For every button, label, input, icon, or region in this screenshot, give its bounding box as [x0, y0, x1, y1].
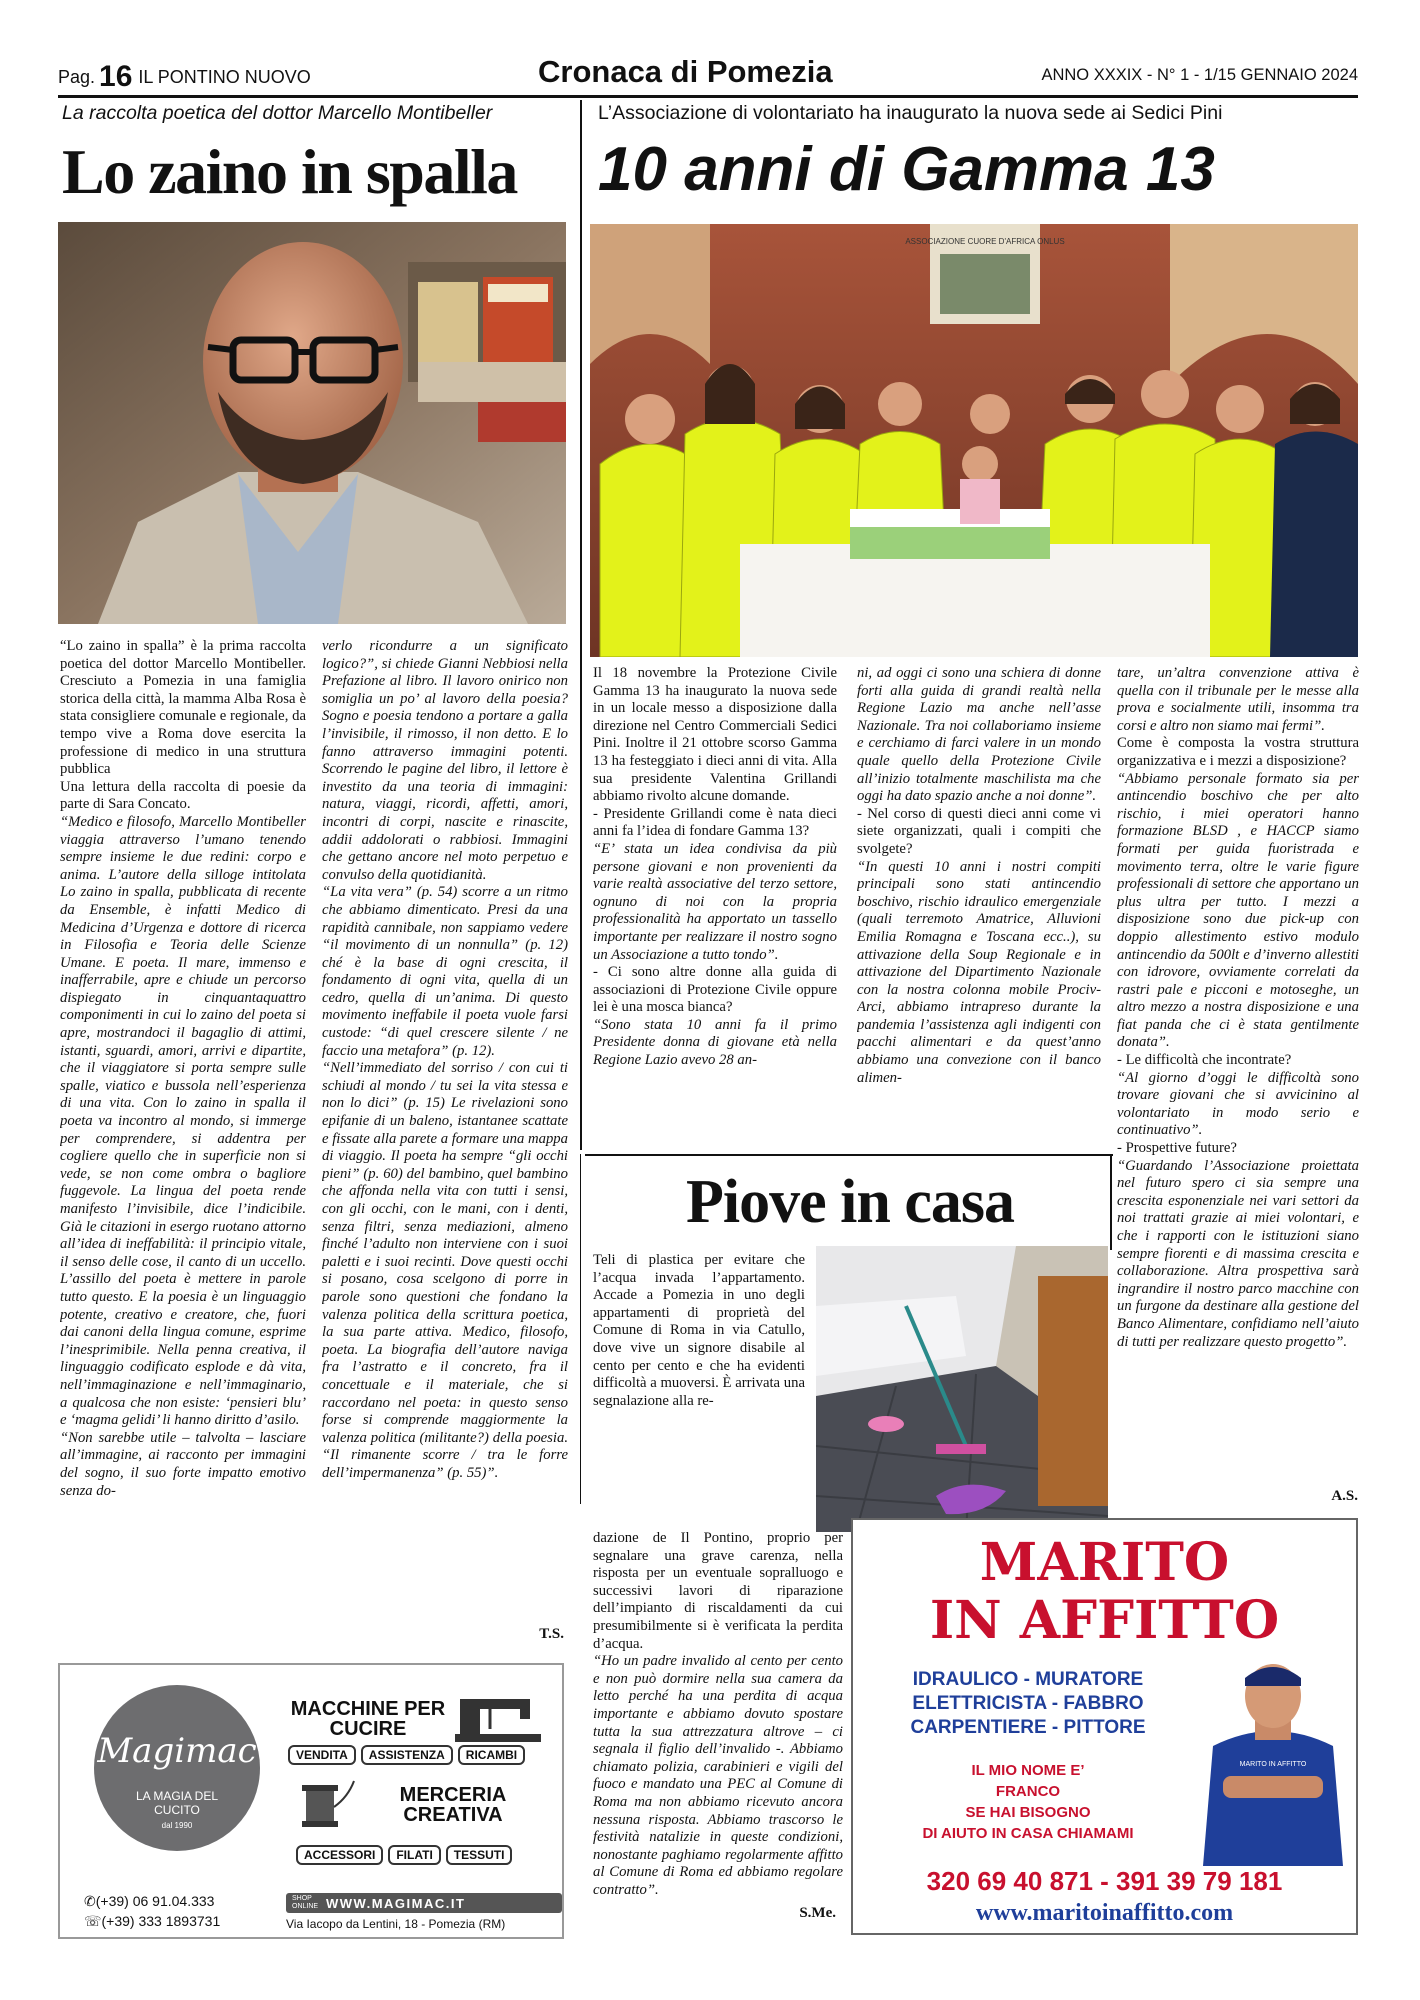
question: - Presidente Grillandi come è nata dieci anni fa l’idea di fondare Gamma 13? — [593, 805, 837, 840]
message-line: DI AIUTO IN CASA CHIAMAMI — [922, 1825, 1134, 1842]
paragraph: Teli di plastica per evitare che l’acqua invada l’appartamento. Accade a Pomezia in uno degli appartamenti di proprietà del Comune di Roma in via Catullo, dove vive un signore disabile al cento per cento e che ha evidenti difficoltà a muoversi. È arrivata una segnalazione alla re- — [593, 1252, 805, 1409]
piove-col-top — [593, 1252, 805, 1526]
magimac-website[interactable]: WWW.MAGIMAC.IT — [326, 1895, 466, 1911]
answer: ni, ad oggi ci sono una schiera di donne forti alla guida di grandi realtà nella Regione Lazio ma anche nell’asse Nazionale. Tra noi collaboriamo insieme e cerchiamo di farci valere in un mondo quale quello della Protezione Civile all’inizio totalmente maschilista ma che oggi ha dato spazio anche a noi donne”. — [857, 665, 1101, 805]
paragraph: “Non sarebbe utile – talvolta – lasciare all’immagine, ai racconto per immagini del sogno, il suo forte impatto emotivo senza do- — [60, 1429, 306, 1499]
paragraph: Una lettura della raccolta di poesie da parte di Sara Concato. — [60, 778, 306, 813]
marito-phones[interactable]: 320 69 40 871 - 391 39 79 181 — [926, 1866, 1283, 1896]
left-article-title: Lo zaino in spalla — [62, 136, 517, 207]
right-article-col3 — [1117, 665, 1359, 1485]
magimac-heading2: MERCERIA CREATIVA — [399, 1784, 507, 1826]
magimac-heading1: MACCHINE PER CUCIRE — [290, 1698, 446, 1740]
left-article-col2 — [322, 638, 568, 1623]
service-line: CARPENTIERE - PITTORE — [910, 1717, 1146, 1738]
thread-spool-icon — [288, 1777, 358, 1842]
signature: S.Me. — [799, 1905, 836, 1921]
magimac-address: Via Iacopo da Lentini, 18 - Pomezia (RM) — [286, 1917, 506, 1931]
magimac-logo-badge — [94, 1685, 260, 1851]
question: - Prospettive future? — [1117, 1140, 1237, 1157]
magimac-phone2: (+39) 333 1893731 — [101, 1913, 221, 1929]
magimac-tags1 — [288, 1745, 525, 1765]
service-line: IDRAULICO - MURATORE — [912, 1669, 1144, 1690]
piove-title: Piove in casa — [686, 1168, 1014, 1236]
portrait-illustration — [58, 222, 566, 624]
portrait-photo — [58, 222, 566, 624]
shop-online-label: SHOP ONLINE — [292, 1895, 319, 1910]
magimac-tags2 — [296, 1845, 512, 1865]
answer: “Guardando l’Associazione proiettata nel futuro spero ci sia sempre una crescita esponenziale nei vari settori da noi trattati grazie ai miei volontari, e che i rapporti con le istituzioni siano sempre fiorenti e di massima crescita e collaborazione. Altra prospettiva sarà ingrandire il nostro parco macchine con un furgone da destinare alla gestione del Banco Alimentare, confidiamo nell’aiuto di tutti per realizzare questo progetto”. — [1117, 1157, 1359, 1350]
piove-top-rule — [585, 1154, 1113, 1156]
message-line: FRANCO — [995, 1783, 1061, 1800]
left-article-kicker: La raccolta poetica del dottor Marcello Montibeller — [62, 102, 493, 124]
marito-website[interactable]: www.maritoinaffitto.com — [975, 1900, 1234, 1926]
page-label: Pag. — [58, 67, 96, 87]
answer: “E’ stata un idea condivisa da più persone giovani e non provenienti da varie realtà associative del terzo settore, ognuno di noi con la propria professionalità ha apportato un tassello importante per realizzare il nostro sogno un Associazione a tutto tondo”. — [593, 840, 837, 963]
marito-ad[interactable] — [851, 1518, 1358, 1935]
tag: ACCESSORI — [296, 1845, 383, 1865]
paragraph: “Medico e filosofo, Marcello Montibeller viaggia attraverso l’umano tenendo sempre insieme le due redini: corpo e anima. L’autore della silloge intitolata Lo zaino in spalla, pubblicata di recente da Ensemble, è infatti Medico di Medicina d’Urgenza e dottore di ricerca in Filosofia e Teoria delle Scienze Umane. E poeta. Il mare, immenso e inafferrabile, apre e chiude un percorso dispiegato in cinquantaquattro componimenti in cui lo zaino del poeta si apre, mostrandoci il bagaglio di attimi, istanti, sguardi, amori, arrivi e dipartite, che il viaggiatore si porta sempre sulle spalle, viatico e bussola nell’esperienza di una vita. Con lo zaino in spalla il poeta va incontro al mondo, si immerge per comprendere, si addentra per cogliere quello che in superficie non si vede, se non come ombra o bagliore fuggevole. La lingua del poeta rende manifesto l’invisibile, dice l’indicibile. Già le citazioni in esergo ruotano attorno all’idea di ineffabilità: il principio vitale, il senso delle cose, il canto di un uccello. L’assillo del poeta è mettere in parole tutto questo. E la poesia è un linguaggio potente, creativo e creatore, che, fuori dai canoni della lingua comune, esprime l’inesprimibile. Nella penna creativa, il linguaggio codificato esplode e dà vita, nell’immaginazione e nell’immaginario, a qualcosa che non esiste: ‘pensieri blu’ e ‘magma gelidi’ li hanno diritto d’asilo. — [60, 813, 306, 1429]
page-number: 16 — [99, 60, 133, 93]
right-article-col1 — [593, 665, 837, 1147]
flooded-room-illustration — [816, 1246, 1108, 1532]
quote: “Ho un padre invalido al cento per cento e non può dormire nella sua camera da letto perché ha una perdita di acqua importante e abbiamo dovuto spostare tutta la sua attrezzatura altrove – ci segnala il figlio dell’invalido -. Abbiamo chiamato polizia, carabinieri e vigili del fuoco e mandato una PEC al Comune di Roma ma non abbiamo ricevuto ancora nessuna risposta. Abbiamo trascorso le festività natalizie in queste condizioni, nonostante paghiamo regolarmente affitto al Comune di Roma ed abbiamo regolare contratto”. — [593, 1653, 843, 1898]
magimac-ad[interactable] — [58, 1663, 564, 1939]
question: - Ci sono altre donne alla guida di associazioni di Protezione Civile oppure lei è una mosca bianca? — [593, 964, 837, 1016]
paragraph: verlo ricondurre a un significato logico?”, si chiede Gianni Nebbiosi nella Prefazione al libro. Il lavoro onirico non somiglia un po’ al lavoro della poesia? Sogno e poesia tendono a portare a galla l’invisibile, il rimosso, il non detto. E lo fanno attraverso immagini potenti. Scorrendo le pagine del libro, il lettore è investito da una teoria di immagini: natura, viaggi, ricordi, affetti, amori, incontri di corpi, nascite e rinascite, addii addolorati o rabbiosi. Immagini che gettano ancore nel moto perpetuo e convulso della quotidianità. — [322, 638, 568, 883]
paragraph: “Nell’immediato del sorriso / con cui ti schiudi al mondo / tu sei la vita stessa e non lo dici” (p. 15) Le rivelazioni sono epifanie di un baleno, istantanee scattate e fissate alla parete a formare una mappa di viaggio. Il poeta ha sempre “gli occhi pieni” (p. 60) del bambino, quel bambino che affonda nella vita con tutti i sensi, con gli occhi, con le mani, con i denti, senza filtri, senza mediazioni, almeno finché l’adulto non interviene con i suoi paletti e i suoi recinti. Dove questi occhi si posano, cosa scelgono di porre in parole sono questioni che fondano la valenza politica della scrittura poetica, la sua parte attiva. Medico, filosofo, poeta. La biografia dell’autore naviga fra l’astratto e il concreto, fra il concettuale e il materiale, che si raccordano nel poeta: in questo senso forse si comprende maggiormente la valenza politica (militante?) della poesia. “Il rimanente scorre / tra le forre dell’impermanenza” (p. 55)”. — [322, 1060, 568, 1481]
paragraph: “La vita vera” (p. 54) scorre a un ritmo che abbiamo dimenticato. Presi da una rapidità cannibale, non sappiamo vedere “il movimento di un nonnulla” (p. 12) ché è la base di ogni crescita, il fondamento di ogni vita, quella di un cedro, quella di un’anima. Di questo movimento ineffabile il poeta vuole farsi custode: “di quel crescere silente / ne faccio una metafora” (p. 12). — [322, 884, 568, 1059]
tag: ASSISTENZA — [361, 1745, 453, 1765]
magimac-phones — [84, 1891, 220, 1931]
paragraph: Il 18 novembre la Protezione Civile Gamma 13 ha inaugurato la nuova sede in un locale messo a disposizione dalla direzione nel Centro Commerciali Sedici Pini. Inoltre il 21 ottobre scorso Gamma 13 ha festeggiato i dieci anni di vita. Alla sua presidente Valentina Grillandi abbiamo rivolto alcune domande. — [593, 665, 837, 805]
question: Come è composta la vostra struttura organizzativa e i mezzi a disposizione? — [1117, 735, 1359, 769]
right-article-title: 10 anni di Gamma 13 — [598, 135, 1215, 204]
paragraph: “Lo zaino in spalla” è la prima raccolta poetica del dottor Marcello Montibeller. Cresciuto a Pomezia in una famiglia storica della città, la mamma Alba Rosa è stata consigliere comunale e regionale, da tempo vive a Roma dove esercita la professione di medico in una struttura pubblica — [60, 638, 306, 778]
answer: “In questi 10 anni i nostri compiti principali sono stati antincendio boschivo, rischio idraulico emergenziale (quali terremoto Amatrice, Alluvioni Emilia Romagna e Toscana ecc..), su attivazione della Soup Regionale e in attivazione del Dipartimento Nazionale con la nostra colonna mobile Prociv-Arci, abbiamo intrapreso durante la pandemia l’assistenza agli indigenti con pacchi alimentari e da quest’anno abbiamo una convezione con il banco alimen- — [857, 858, 1101, 1086]
question: - Nel corso di questi dieci anni come vi siete organizzati, quali i compiti che svolgete? — [857, 805, 1101, 857]
tag: TESSUTI — [446, 1845, 513, 1865]
answer: tare, un’altra convenzione attiva è quella con il tribunale per le messe alla prova e socialmente utili, insomma tra corsi e altro non siamo mai fermi”. — [1117, 665, 1359, 734]
handyman-photo — [1193, 1656, 1353, 1871]
paragraph: dazione de Il Pontino, proprio per segnalare una grave carenza, nella risposta per un eventuale sopralluogo e successivi lavori di riparazione dell’impianto di riscaldamenti da cui presumibilmente si è verificata la perdita d’acqua. — [593, 1530, 843, 1652]
issue-info: ANNO XXXIX - N° 1 - 1/15 GENNAIO 2024 — [1041, 66, 1358, 84]
poster-banner: ASSOCIAZIONE CUORE D'AFRICA ONLUS — [905, 237, 1065, 246]
magimac-phone1: (+39) 06 91.04.333 — [95, 1893, 215, 1909]
piove-side-rule — [1110, 1154, 1112, 1250]
tag: FILATI — [388, 1845, 440, 1865]
column-rule — [580, 1154, 581, 1504]
marito-title — [853, 1534, 1356, 1650]
signature: T.S. — [539, 1626, 564, 1642]
question: - Le difficoltà che incontrate? — [1117, 1052, 1292, 1069]
section-title: Cronaca di Pomezia — [538, 54, 833, 89]
magimac-tagline: LA MAGIA DEL CUCITO — [135, 1789, 219, 1817]
phone-line[interactable] — [84, 1891, 220, 1911]
flooded-room-photo — [816, 1246, 1108, 1532]
answer: “Abbiamo personale formato sia per antincendio boschivo che per alto rischio, i miei operatori hanno formazione BLSD , e HACCP siamo formati per guida fuoristrada e movimento terra, oltre le varie figure professionali di settore che apportano un plus ultra per tutto. I mezzi a disposizione sono due pick-up con doppio allestimento estivo modulo antincendio da 500lt e d’inverno allestiti con idrovore, ovviamente correlati da rastri pale e picconi e motoseghe, un altro mezzo a nostra disposizione e una fiat panda che ci è stata gentilmente donata”. — [1117, 770, 1359, 1051]
piove-col-bottom — [593, 1530, 843, 1900]
right-article-col2 — [857, 665, 1101, 1147]
marito-title-line1: MARITO — [979, 1532, 1230, 1593]
phone-icon: ✆ — [84, 1893, 96, 1909]
masthead-left — [58, 60, 311, 94]
column-rule — [580, 100, 582, 1150]
marito-message — [873, 1760, 1183, 1844]
group-photo — [590, 224, 1358, 657]
answer: “Sono stata 10 anni fa il primo Presidente donna di giovane età nella Regione Lazio avevo 28 an- — [593, 1016, 837, 1069]
phone-line[interactable] — [84, 1911, 220, 1931]
tag: RICAMBI — [458, 1745, 525, 1765]
shirt-text: MARITO IN AFFITTO — [1239, 1761, 1307, 1768]
masthead — [58, 54, 1358, 93]
publication-name: IL PONTINO NUOVO — [138, 67, 311, 87]
marito-services — [873, 1668, 1183, 1740]
magimac-web[interactable] — [286, 1893, 562, 1931]
service-line: ELETTRICISTA - FABBRO — [912, 1693, 1144, 1714]
message-line: IL MIO NOME E’ — [971, 1762, 1085, 1779]
left-article-col1 — [60, 638, 306, 1643]
signature: A.S. — [1331, 1488, 1358, 1504]
right-article-kicker: L’Associazione di volontariato ha inaugurato la nuova sede ai Sedici Pini — [598, 102, 1223, 124]
magimac-since: dal 1990 — [161, 1821, 193, 1830]
message-line: SE HAI BISOGNO — [965, 1804, 1091, 1821]
whatsapp-icon: ☏ — [84, 1913, 102, 1929]
magimac-logo: Magimac — [97, 1731, 257, 1771]
marito-title-line2: IN AFFITTO — [929, 1590, 1280, 1651]
masthead-rule — [58, 95, 1358, 98]
answer: “Al giorno d’oggi le difficoltà sono trovare giovani che si avvicinino al volontariato in modo serio e continuativo”. — [1117, 1069, 1359, 1139]
tag: VENDITA — [288, 1745, 356, 1765]
group-illustration — [590, 224, 1358, 657]
